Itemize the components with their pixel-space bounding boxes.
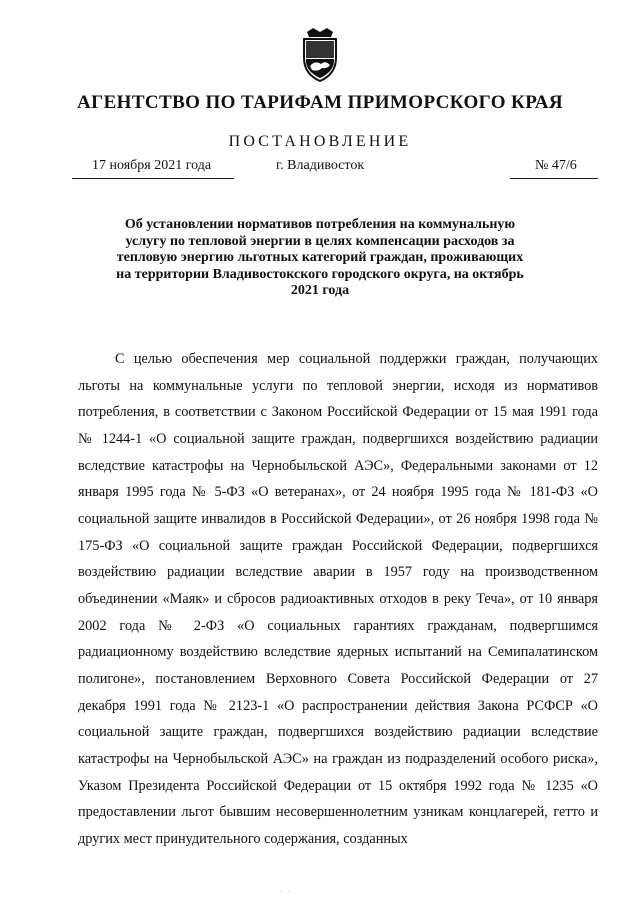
number-underline <box>510 178 598 179</box>
coat-of-arms-icon <box>300 28 340 82</box>
document-subject: Об установлении нормативов потребления на коммунальную услугу по тепловой энергии в целях компенсации расходов за тепловую энергию льготных категорий граждан, проживающих на территории Владивостокского городского округа, на октябрь 2021 года <box>116 217 524 299</box>
page-footer-mark: · · <box>280 888 293 896</box>
body-paragraph: С целью обеспечения мер социальной поддержки граждан, получающих льготы на коммунальные услуги по тепловой энергии, исходя из нормативов потребления, в соответствии с Законом Российской Федерации от 15 мая 1991 года № 1244-1 «О социальной защите граждан, подвергшихся воздействию радиации вследствие катастрофы на Чернобыльской АЭС», Федеральными законами от 12 января 1995 года № 5-ФЗ «О ветеранах», от 24 ноября 1995 года № 181-ФЗ «О социальной защите инвалидов в Российской Федерации», от 26 ноября 1998 года № 175-ФЗ «О социальной защите граждан Российской Федерации, подвергшихся воздействию радиации вследствие аварии в 1957 году на производственном объединении «Маяк» и сбросов радиоактивных отходов в реку Теча», от 10 января 2002 года № 2-ФЗ «О социальных гарантиях гражданам, подвергшимся радиационному воздействию вследствие ядерных испытаний на Семипалатинском полигоне», постановлением Верховного Совета Российской Федерации от 27 декабря 1991 года № 2123-1 «О распространении действия Закона РСФСР «О социальной защите граждан, подвергшихся воздействию радиации вследствие катастрофы на Чернобыльской АЭС» на граждан из подразделений особого риска», Указом Президента Российской Федерации от 15 октября 1992 года № 1235 «О предоставлении льгот бывшим несовершеннолетним узникам концлагерей, гетто и других мест принудительного содержания, созданных <box>78 351 598 847</box>
date-underline <box>72 178 234 179</box>
document-number: № 47/6 <box>535 158 577 173</box>
document-city: г. Владивосток <box>276 158 365 173</box>
agency-name: АГЕНТСТВО ПО ТАРИФАМ ПРИМОРСКОГО КРАЯ <box>76 92 564 113</box>
document-date: 17 ноября 2021 года <box>92 158 212 173</box>
document-type: ПОСТАНОВЛЕНИЕ <box>228 133 412 150</box>
